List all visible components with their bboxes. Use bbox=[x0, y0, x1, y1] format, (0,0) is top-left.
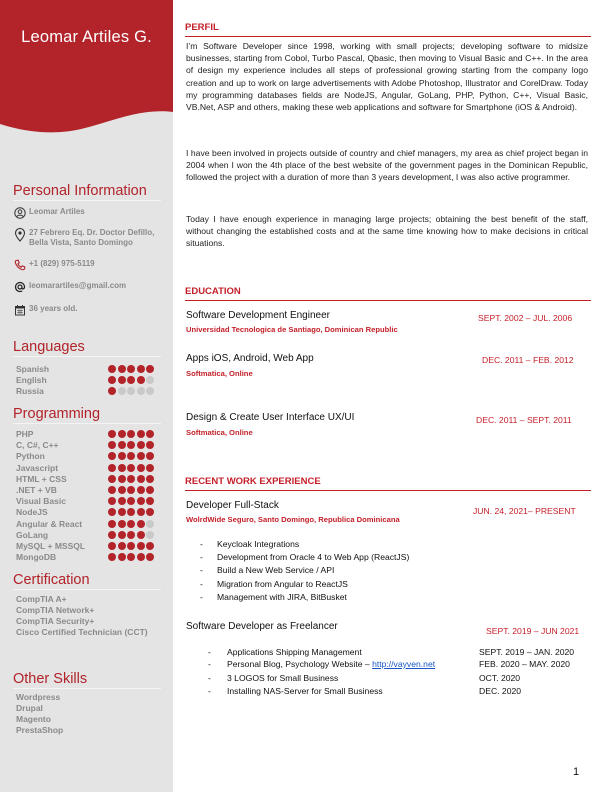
rating-dot-filled bbox=[137, 486, 145, 494]
name-banner bbox=[0, 0, 173, 136]
rating-dot-empty bbox=[127, 387, 135, 395]
rating-dot-filled bbox=[127, 520, 135, 528]
programming-label: HTML + CSS bbox=[16, 473, 67, 484]
rating-dot-filled bbox=[108, 497, 116, 505]
education-school: Softmatica, Online bbox=[186, 369, 253, 378]
rating-dot-filled bbox=[127, 475, 135, 483]
programming-label: PHP bbox=[16, 429, 34, 439]
cert-item: CompTIA A+ bbox=[16, 594, 67, 604]
phone-icon bbox=[14, 259, 26, 271]
programming-label: Javascript bbox=[16, 462, 59, 473]
bullet-dash: - bbox=[208, 686, 211, 696]
rating-dot-filled bbox=[118, 508, 126, 516]
job-bullet-text: Development from Oracle 4 to Web App (ReactJS) bbox=[217, 552, 410, 562]
rating-dot-filled bbox=[137, 365, 145, 373]
job-bullet-text: Build a New Web Service / API bbox=[217, 565, 335, 575]
rating-dot-filled bbox=[127, 376, 135, 384]
cert-item: CompTIA Network+ bbox=[16, 605, 95, 615]
rating-dot-filled bbox=[127, 531, 135, 539]
bullet-dash: - bbox=[208, 647, 211, 657]
job-dates: SEPT. 2019 – JUN 2021 bbox=[486, 626, 580, 636]
other-skill-item: Drupal bbox=[16, 703, 43, 713]
rating-dot-filled bbox=[146, 542, 154, 550]
education-dates: DEC. 2011 – SEPT. 2011 bbox=[476, 415, 572, 425]
rating-dot-filled bbox=[118, 520, 126, 528]
job-bullet-text: Keycloak Integrations bbox=[217, 539, 300, 549]
rating-dot-filled bbox=[137, 520, 145, 528]
rating-dot-filled bbox=[137, 475, 145, 483]
rating-dot-empty bbox=[118, 387, 126, 395]
language-label: Russia bbox=[16, 386, 44, 397]
rating-dot-filled bbox=[146, 452, 154, 460]
bullet-dates: SEPT. 2019 – JAN. 2020 bbox=[479, 647, 575, 657]
rating-dot-filled bbox=[108, 464, 116, 472]
education-school: Softmatica, Online bbox=[186, 428, 253, 437]
candidate-name: Leomar Artiles G. bbox=[21, 28, 152, 46]
programming-label: NodeJS bbox=[16, 507, 48, 518]
rating-dot-filled bbox=[118, 475, 126, 483]
programming-heading: Programming bbox=[13, 406, 161, 424]
education-title: Apps iOS, Android, Web App bbox=[186, 353, 314, 364]
rating-dot-filled bbox=[146, 430, 154, 438]
rating-dot-filled bbox=[118, 441, 126, 449]
rating-dot-filled bbox=[127, 497, 135, 505]
website-link[interactable]: http://vayven.net bbox=[372, 659, 436, 669]
bullet-dash: - bbox=[200, 552, 203, 562]
programming-label: .NET + VB bbox=[16, 485, 57, 495]
bullet-dates: DEC. 2020 bbox=[479, 686, 522, 696]
bullet-dash: - bbox=[200, 592, 203, 602]
rating-dot-filled bbox=[127, 430, 135, 438]
education-title: Design & Create User Interface UX/UI bbox=[186, 412, 355, 423]
rating-dot-filled bbox=[146, 486, 154, 494]
rating-dot-filled bbox=[118, 553, 126, 561]
rating-dot-filled bbox=[127, 553, 135, 561]
programming-label: Python bbox=[16, 451, 45, 462]
other-skill-item: Magento bbox=[16, 714, 51, 724]
rating-dot-filled bbox=[127, 486, 135, 494]
rating-dot-filled bbox=[137, 452, 145, 460]
job-company: WolrdWide Seguro, Santo Domingo, Republica Dominicana bbox=[186, 515, 400, 524]
programming-label: Angular & React bbox=[16, 518, 83, 529]
rating-dot-filled bbox=[137, 508, 145, 516]
rating-dot-filled bbox=[118, 542, 126, 550]
bullet-dash: - bbox=[200, 579, 203, 589]
personal-email[interactable]: leomarartiles@gmail.com bbox=[29, 281, 127, 290]
rating-dot-filled bbox=[108, 475, 116, 483]
rating-dot-filled bbox=[127, 508, 135, 516]
personal-phone: +1 (829) 975-5119 bbox=[29, 259, 95, 268]
perfil-paragraph: Today I have enough experience in managing large projects; obtaining the best benefit of the staff, without changing the established costs and at the same time knowing how to make decisions in critical situations. bbox=[186, 214, 588, 249]
rating-dot-filled bbox=[127, 441, 135, 449]
rating-dot-filled bbox=[137, 542, 145, 550]
rating-dot-filled bbox=[118, 365, 126, 373]
rating-dot-filled bbox=[127, 464, 135, 472]
language-label: English bbox=[16, 375, 47, 386]
rating-dot-filled bbox=[108, 553, 116, 561]
bullet-dates: OCT. 2020 bbox=[479, 673, 521, 683]
user-icon bbox=[14, 207, 26, 219]
rating-dot-filled bbox=[118, 531, 126, 539]
job-bullet-text: Migration from Angular to ReactJS bbox=[217, 579, 348, 589]
cert-item: CompTIA Security+ bbox=[16, 616, 95, 626]
programming-label: MongoDB bbox=[16, 552, 57, 563]
bullet-dash: - bbox=[200, 565, 203, 575]
education-dates: SEPT. 2002 – JUL. 2006 bbox=[478, 313, 573, 323]
rating-dot-filled bbox=[146, 475, 154, 483]
job-bullet-text bbox=[227, 658, 435, 670]
rating-dot-empty bbox=[137, 387, 145, 395]
rating-dot-filled bbox=[146, 553, 154, 561]
rating-dot-empty bbox=[146, 531, 154, 539]
personal-age: 36 years old. bbox=[29, 304, 78, 313]
programming-label: GoLang bbox=[16, 529, 49, 540]
job-bullet-text: Applications Shipping Management bbox=[227, 647, 362, 657]
job-bullet-text: Management with JIRA, BitBusket bbox=[217, 592, 347, 602]
rating-dot-filled bbox=[108, 542, 116, 550]
rating-dot-filled bbox=[108, 430, 116, 438]
bullet-dash: - bbox=[208, 659, 211, 669]
other-skill-item: Wordpress bbox=[16, 692, 61, 702]
rating-dot-filled bbox=[118, 464, 126, 472]
calendar-icon bbox=[14, 304, 26, 316]
education-dates: DEC. 2011 – FEB. 2012 bbox=[482, 355, 574, 365]
education-heading: EDUCATION bbox=[185, 286, 591, 301]
certification-heading: Certification bbox=[13, 572, 161, 590]
other-skills-heading: Other Skills bbox=[13, 671, 161, 689]
rating-dot-filled bbox=[146, 365, 154, 373]
rating-dot-filled bbox=[146, 464, 154, 472]
education-school: Universidad Tecnologica de Santiago, Dominican Republic bbox=[186, 325, 398, 334]
rating-dot-filled bbox=[118, 430, 126, 438]
perfil-paragraph: I’m Software Developer since 1998, working with small projects; developing software to midsize businesses, starting from Cobol, Turbo Pascal, Qbasic, then moving to Visual Basic and C++. In the area of design my experience includes all steps of professional growing starting from the company logo creation and up to work on large advertisements with Adobe Photoshop, Illustrator and CorelDraw. Today my programming databases fields are NodeJS, Angular, GoLang, PHP, Python, C++, Visual Basic, VB.Net, ASP and others, making these web applications and software for Smartphone (iOS & Android). bbox=[186, 41, 588, 113]
bullet-dash: - bbox=[200, 539, 203, 549]
rating-dot-filled bbox=[137, 464, 145, 472]
programming-label: Visual Basic bbox=[16, 496, 66, 507]
bullet-dates: FEB. 2020 – MAY. 2020 bbox=[479, 659, 570, 669]
rating-dot-filled bbox=[108, 441, 116, 449]
rating-dot-filled bbox=[137, 531, 145, 539]
rating-dot-empty bbox=[146, 376, 154, 384]
education-title: Software Development Engineer bbox=[186, 310, 330, 321]
personal-name: Leomar Artiles bbox=[29, 207, 85, 216]
rating-dot-empty bbox=[146, 387, 154, 395]
rating-dot-filled bbox=[118, 497, 126, 505]
rating-dot-filled bbox=[127, 452, 135, 460]
job-bullet-label: Personal Blog, Psychology Website – bbox=[227, 659, 373, 669]
languages-heading: Languages bbox=[13, 339, 161, 357]
rating-dot-filled bbox=[127, 542, 135, 550]
page-number: 1 bbox=[573, 766, 580, 778]
rating-dot-filled bbox=[146, 497, 154, 505]
rating-dot-filled bbox=[118, 452, 126, 460]
rating-dot-filled bbox=[108, 387, 116, 395]
other-skill-item: PrestaShop bbox=[16, 725, 64, 735]
rating-dot-filled bbox=[118, 376, 126, 384]
sidebar bbox=[0, 0, 173, 792]
cert-item: Cisco Certified Technician (CCT) bbox=[16, 627, 148, 637]
rating-dot-filled bbox=[108, 520, 116, 528]
personal-info-heading: Personal Information bbox=[13, 183, 161, 201]
job-bullet-text: 3 LOGOS for Small Business bbox=[227, 673, 339, 683]
job-title: Developer Full-Stack bbox=[186, 500, 279, 511]
rating-dot-filled bbox=[137, 430, 145, 438]
rating-dot-empty bbox=[146, 520, 154, 528]
personal-address: 27 Febrero Eq. Dr. Doctor Defillo, Bella Vista, Santo Domingo bbox=[29, 228, 155, 247]
job-dates: JUN. 24, 2021– PRESENT bbox=[473, 506, 576, 516]
rating-dot-filled bbox=[108, 531, 116, 539]
location-pin-icon bbox=[14, 228, 26, 242]
rating-dot-filled bbox=[108, 486, 116, 494]
rating-dot-filled bbox=[137, 497, 145, 505]
rating-dot-filled bbox=[137, 376, 145, 384]
rating-dot-filled bbox=[137, 441, 145, 449]
programming-label: MySQL + MSSQL bbox=[16, 541, 86, 551]
rating-dot-filled bbox=[127, 365, 135, 373]
language-label: Spanish bbox=[16, 364, 50, 374]
bullet-dash: - bbox=[208, 673, 211, 683]
rating-dot-filled bbox=[146, 508, 154, 516]
experience-heading: RECENT WORK EXPERIENCE bbox=[185, 476, 591, 491]
perfil-paragraph: I have been involved in projects outside of country and chief managers, my area as chief project began in 2004 when I won the 4th place of the best website of the government pages in the Dominican Republic, followed the project with a duration of more than 3 years development, I was also active programmer. bbox=[186, 148, 588, 183]
job-title: Software Developer as Freelancer bbox=[186, 621, 338, 632]
rating-dot-filled bbox=[137, 553, 145, 561]
rating-dot-filled bbox=[108, 376, 116, 384]
job-bullet-text: Installing NAS-Server for Small Business bbox=[227, 686, 383, 696]
at-icon bbox=[14, 281, 26, 293]
rating-dot-filled bbox=[108, 452, 116, 460]
rating-dot-filled bbox=[108, 365, 116, 373]
perfil-heading: PERFIL bbox=[185, 22, 591, 37]
rating-dot-filled bbox=[146, 441, 154, 449]
rating-dot-filled bbox=[108, 508, 116, 516]
programming-label: C, C#, C++ bbox=[16, 440, 59, 451]
rating-dot-filled bbox=[118, 486, 126, 494]
